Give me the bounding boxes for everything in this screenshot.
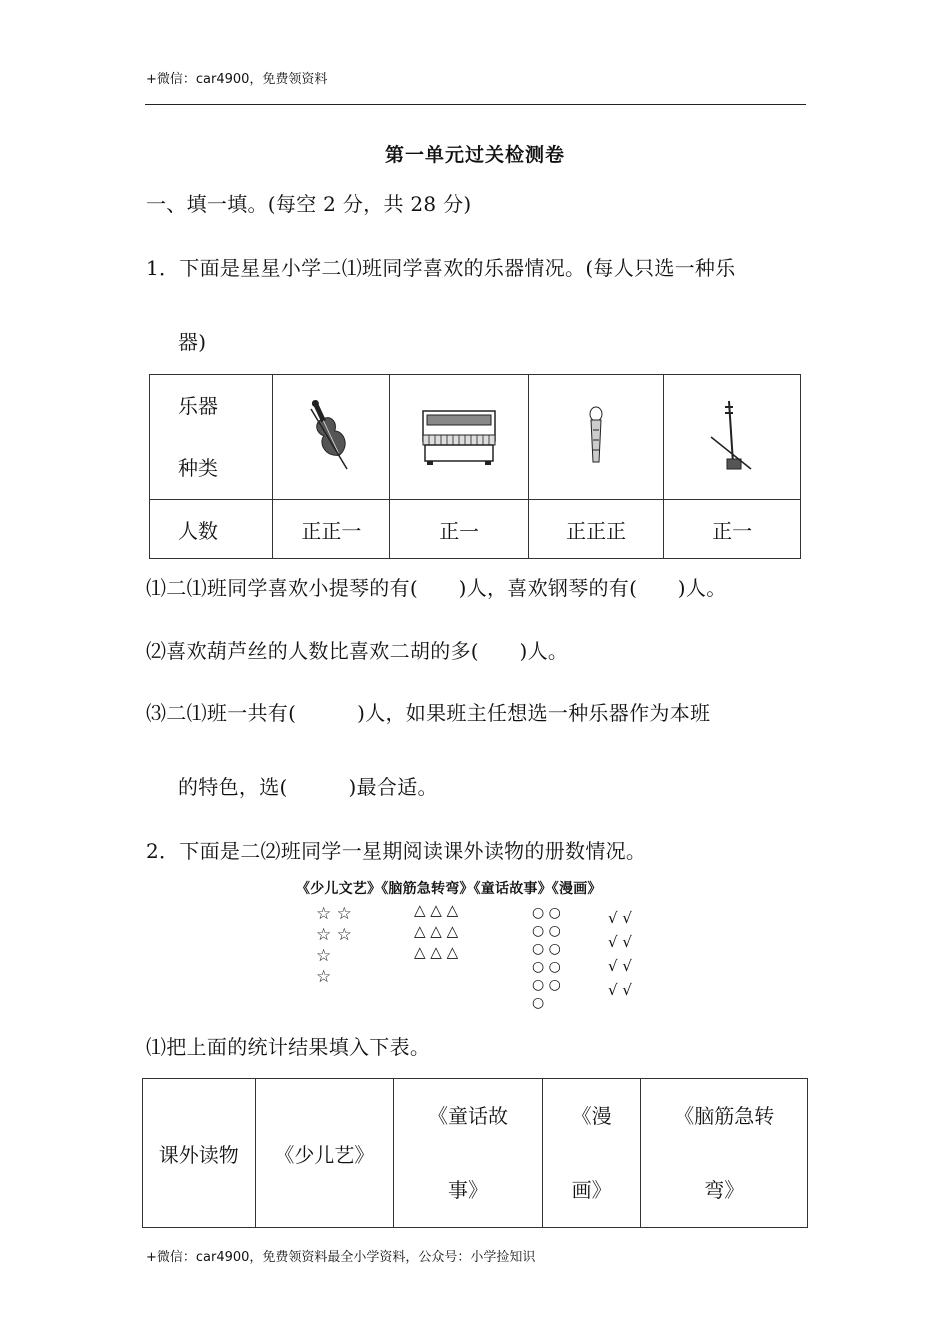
reading-picture-titles: 《少儿文艺》《脑筋急转弯》《童话故事》《漫画》 xyxy=(296,881,602,897)
col-shaoer: 《少儿艺》 xyxy=(255,1079,394,1228)
violin-icon xyxy=(301,397,361,477)
hulusi-cell xyxy=(529,375,664,500)
triangles-symbols: △ △ △ △ △ △ △ △ △ xyxy=(414,901,459,961)
col-naojin: 《脑筋急转 弯》 xyxy=(641,1079,808,1228)
hulusi-tally: 正正正 xyxy=(529,500,664,559)
checks-symbols: √ √ √ √ √ √ √ √ xyxy=(608,909,632,999)
erhu-tally: 正一 xyxy=(664,500,801,559)
question-1-text-cont: 器) xyxy=(178,330,207,354)
question-1-sub-1: ⑴二⑴班同学喜欢小提琴的有( )人，喜欢钢琴的有( )人。 xyxy=(146,576,727,600)
piano-cell xyxy=(390,375,529,500)
piano-icon xyxy=(419,407,499,467)
reading-header: 课外读物 xyxy=(143,1079,256,1228)
reading-picture xyxy=(296,878,602,898)
col-tonghua: 《童话故 事》 xyxy=(394,1079,543,1228)
header-divider xyxy=(145,104,806,105)
header-note: +微信：car4900，免费领资料 xyxy=(146,72,328,87)
question-2-text: 2．下面是二⑵班同学一星期阅读课外读物的册数情况。 xyxy=(146,839,647,863)
question-1-text: 1．下面是星星小学二⑴班同学喜欢的乐器情况。(每人只选一种乐 xyxy=(146,256,736,280)
stars-symbols: ☆ ☆ ☆ ☆ ☆ ☆ xyxy=(316,904,352,987)
erhu-icon xyxy=(707,397,757,477)
erhu-cell xyxy=(664,375,801,500)
count-header: 人数 xyxy=(150,500,273,559)
footer-note: +微信：car4900，免费领资料最全小学资料，公众号：小学捡知识 xyxy=(146,1250,536,1265)
question-2-sub-1: ⑴把上面的统计结果填入下表。 xyxy=(146,1035,431,1059)
instrument-type-header: 乐器 种类 xyxy=(150,375,273,500)
question-1-sub-2: ⑵喜欢葫芦丝的人数比喜欢二胡的多( )人。 xyxy=(146,639,569,663)
circles-symbols: ○ ○ ○ ○ ○ ○ ○ ○ ○ ○ ○ xyxy=(532,905,561,1011)
reading-table xyxy=(142,1078,808,1228)
piano-tally: 正㆒ xyxy=(390,500,529,559)
hulusi-icon xyxy=(581,402,611,472)
question-1-sub-3-cont: 的特色，选( )最合适。 xyxy=(178,775,438,799)
section-heading: 一、填一填。(每空 2 分，共 28 分) xyxy=(146,192,472,216)
violin-tally: 正正一 xyxy=(273,500,390,559)
col-manhua: 《漫 画》 xyxy=(542,1079,641,1228)
instrument-table xyxy=(149,374,801,559)
question-1-sub-3: ⑶二⑴班一共有( )人，如果班主任想选一种乐器作为本班 xyxy=(146,701,711,725)
violin-cell xyxy=(273,375,390,500)
page-title: 第一单元过关检测卷 xyxy=(384,144,565,166)
